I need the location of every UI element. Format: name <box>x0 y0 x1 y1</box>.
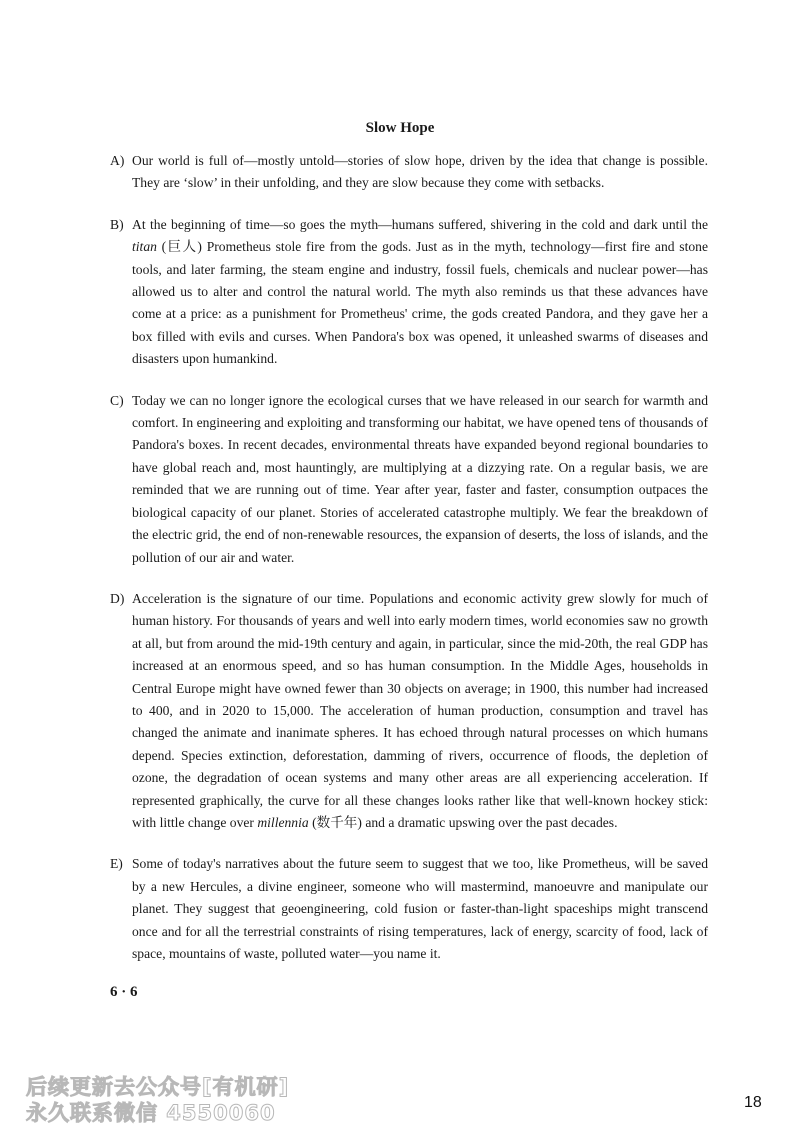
paragraph-text: Acceleration is the signature of our time. Populations and economic activity grew slowly for much of human history. For thousands of years and well into early modern times, world economies saw no growth at all, but from around the mid-19th century and again, in particular, since the mid-20th, the real GDP has increased at an enormous speed, and so has human consumption. In the Middle Ages, households in Central Europe might have owned fewer than 30 objects on average; in 1900, this number had increased to 400, and in 2020 to 15,000. The acceleration of human production, consumption and travel has changed the animate and inanimate spheres. It has echoed through natural processes on which humans depend. Species extinction, deforestation, damming of rivers, occurrence of floods, the depletion of ozone, the degradation of ocean systems and many other areas are all experiencing acceleration. If represented graphically, the curve for all these changes looks rather like that well-known hockey stick: with little change over <box>132 590 708 830</box>
watermark-line: 永久联系微信 4550060 <box>26 1101 276 1125</box>
paragraph <box>110 150 708 195</box>
paragraph <box>110 588 708 834</box>
paragraph <box>110 853 708 965</box>
scan-page-number: 18 <box>744 1094 762 1111</box>
italic-term: titan <box>132 239 157 255</box>
paragraph-label: E) <box>110 856 123 872</box>
paragraph <box>110 214 708 371</box>
paragraph-text: At the beginning of time—so goes the myth—humans suffered, shivering in the cold and dark until the <box>132 216 708 232</box>
page-number: 6 · 6 <box>110 984 138 1000</box>
page-title: Slow Hope <box>365 120 435 136</box>
paragraph-label: B) <box>110 216 124 232</box>
paragraph-label: C) <box>110 392 124 408</box>
paragraph-text: Today we can no longer ignore the ecological curses that we have released in our search for warmth and comfort. In engineering and exploiting and transforming our habitat, we have opened tens of thousands of Pandora's boxes. In recent decades, environmental threats have expanded beyond regional boundaries to have global reach and, most hauntingly, are multiplying at a dizzying rate. On a regular basis, we are reminded that we are running out of time. Year after year, faster and faster, consumption outpaces the biological capacity of our planet. Stories of accelerated catastrophe multiply. We fear the breakdown of the electric grid, the end of non-renewable resources, the expansion of deserts, the loss of islands, and the pollution of our air and water. <box>132 392 708 565</box>
paragraph-text: (数千年) and a dramatic upswing over the past decades. <box>308 814 618 830</box>
paragraph-label: A) <box>110 153 125 168</box>
paragraph-text: (巨人) Prometheus stole fire from the gods. Just as in the myth, technology—first fire and stone tools, and later farming, the steam engine and industry, fossil fuels, chemicals and nuclear power—has allowed us to alter and control the natural world. The myth also reminds us that these advances have come at a price: as a punishment for Prometheus' crime, the gods created Pandora, and they gave her a box filled with evils and curses. When Pandora's box was opened, it unleashed swarms of diseases and disasters upon humankind. <box>132 239 708 367</box>
italic-term: millennia <box>257 814 309 830</box>
article-body <box>110 150 708 984</box>
watermark-line: 后续更新去公众号[有机研] <box>26 1075 290 1099</box>
paragraph-text: Our world is full of—mostly untold—stories of slow hope, driven by the idea that change is possible. They are ‘slow’ in their unfolding, and they are slow because they come with setbacks. <box>132 153 708 191</box>
watermark <box>26 1074 289 1126</box>
paragraph-text: Some of today's narratives about the future seem to suggest that we too, like Prometheus, will be saved by a new Hercules, a divine engineer, someone who will mastermind, manoeuvre and manipulate our planet. They suggest that geoengineering, cold fusion or faster-than-light spaceships might transcend once and for all the terrestrial constraints of rising temperatures, lack of energy, scarcity of food, lack of space, mountains of waste, polluted water—you name it. <box>132 856 708 961</box>
paragraph-label: D) <box>110 590 125 606</box>
paragraph <box>110 390 708 569</box>
